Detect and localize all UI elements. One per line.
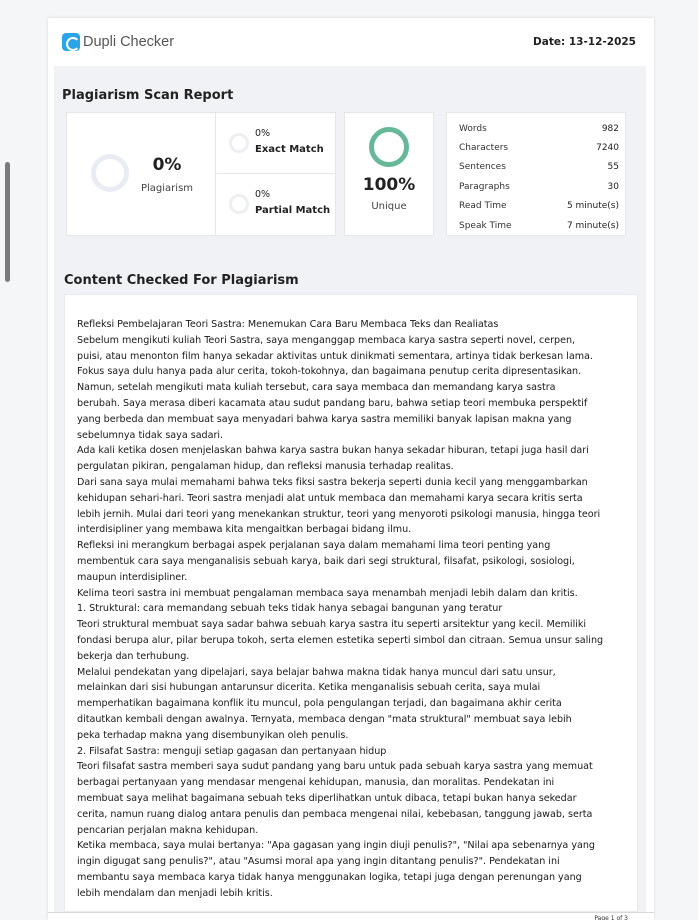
report-title: Plagiarism Scan Report	[62, 88, 234, 103]
stat-value: 30	[607, 181, 619, 192]
content-line: berbagai pertanyaan yang mendasar mengenai kehidupan, manusia, dan moralitas. Pendekatan ini	[77, 777, 555, 789]
page-number: Page 1 of 3	[594, 915, 628, 920]
content-line: Ketika membaca, saya mulai bertanya: "Apa gagasan yang ingin diuji penulis?", "Nilai apa sebenarnya yang	[77, 840, 595, 852]
content-line: lebih mendalam dan menjadi lebih kritis.	[77, 887, 273, 899]
dupli-checker-logo	[62, 33, 174, 51]
stat-row-words	[459, 119, 619, 138]
stat-row-read-time	[459, 197, 619, 216]
checked-content-box	[64, 294, 638, 912]
content-line: Refleksi ini merangkum berbagai aspek perjalanan saya dalam memahami lima teori penting yang	[77, 540, 551, 552]
content-line: membentuk cara saya menganalisis sebuah karya, baik dari segi struktural, filsafat, psikologi, sosiologi,	[77, 555, 575, 567]
content-line: peka terhadap makna yang disembunyikan oleh penulis.	[77, 729, 349, 741]
content-line: Namun, setelah mengikuti mata kuliah tersebut, cara saya membaca dan memandang karya sastra	[77, 382, 556, 394]
stat-value: 5 minute(s)	[566, 201, 619, 212]
plagiarism-card	[66, 112, 336, 236]
content-title: Content Checked For Plagiarism	[64, 273, 299, 288]
stat-row-sentences	[459, 158, 619, 177]
stat-label: Speak Time	[459, 220, 512, 231]
stat-label: Paragraphs	[459, 181, 510, 192]
unique-percent: 100%	[362, 175, 416, 195]
content-line: Kelima teori sastra ini membuat pengalaman membaca saya menambah menjadi lebih dalam dan kritis.	[77, 587, 578, 599]
content-line: memperhatikan bagaimana konflik itu muncul, pola pengulangan terjadi, dan bagaimana akhir cerita	[77, 698, 562, 710]
exact-match-cell	[217, 113, 335, 174]
content-line: Teori filsafat sastra memberi saya sudut pandang yang baru untuk pada sebuah karya sastra yang memuat	[77, 761, 593, 773]
stat-row-paragraphs	[459, 177, 619, 196]
content-line: cerita, namun ruang dialog antara penulis dan pembaca mengenai nilai, kebebasan, tanggung jawab, serta	[77, 808, 593, 820]
content-line: melainkan dari sisi hubungan antarunsur diceritа. Ketika menganalisis sebuah cerita, saya mulai	[77, 682, 541, 694]
content-line: interdisipliner yang membawa kita mengaitkan berbagai bidang ilmu.	[77, 524, 412, 536]
content-line: lebih jernih. Mulai dari teori yang menekankan struktur, teori yang menyoroti psikologi manusia, hingga teori	[77, 508, 601, 520]
report-date: Date: 13-12-2025	[533, 36, 636, 48]
plagiarism-ring-icon	[91, 154, 129, 192]
logo-text: Dupli Checker	[83, 34, 175, 50]
partial-match-ring-icon	[229, 194, 249, 214]
content-line: puisi, atau menonton film hanya sekadar aktivitas untuk dinikmati sementara, artinya tidak berkesan lama.	[77, 350, 593, 362]
partial-match-label: Partial Match	[255, 205, 331, 216]
unique-card	[344, 112, 434, 236]
plagiarism-label: Plagiarism	[140, 183, 194, 194]
content-line: maupun interdisipliner.	[77, 571, 188, 583]
stats-list	[459, 119, 619, 235]
scrollbar-thumb[interactable]	[5, 162, 10, 282]
stats-card	[446, 112, 626, 236]
plagiarism-summary	[67, 113, 216, 235]
content-line: pergulatan pikiran, pengalaman hidup, dan refleksi manusia terhadap realitas.	[77, 461, 454, 473]
content-line: pencarian perjalan makna kehidupan.	[77, 824, 259, 836]
unique-label: Unique	[371, 201, 407, 212]
stat-value: 55	[607, 162, 619, 173]
content-line: 2. Filsafat Sastra: menguji setiap gagasan dan pertanyaan hidup	[77, 745, 387, 757]
stat-label: Read Time	[459, 201, 507, 212]
content-line: ditautkan kembali dengan awalnya. Ternyata, membaca dengan "mata struktural" membuat saya lebih	[77, 713, 572, 725]
logo-icon	[62, 33, 80, 51]
content-line: ingin digugat sang penulis?", atau "Asumsi moral apa yang ingin ditantang penulis?". Pendekatan ini	[77, 856, 560, 868]
stat-label: Words	[459, 123, 487, 134]
report-page	[48, 18, 654, 920]
content-line: sebelumnya tidak saya sadari.	[77, 429, 224, 441]
content-line: Fokus saya dulu hanya pada alur cerita, tokoh-tokohnya, dan bagaimana penutup cerita dipresentasikan.	[77, 366, 582, 378]
exact-match-ring-icon	[229, 133, 249, 153]
content-line: Ada kali ketika dosen menjelaskan bahwa karya sastra bukan hanya sekadar hiburan, tetapi juga hasil dari	[77, 445, 589, 457]
footer-divider	[48, 912, 654, 913]
content-line: membuat saya melihat bagaimana sebuah teks diperlihatkan untuk dibaca, tetapi bukan hanya sekedar	[77, 792, 577, 804]
stat-value: 7240	[596, 143, 619, 154]
content-line: kehidupan sehari-hari. Teori sastra menjadi alat untuk membaca dan memahami karya secara kritis serta	[77, 492, 583, 504]
content-line: bekerja dan terhubung.	[77, 650, 190, 662]
content-line: yang berbeda dan membuat saya menyadari bahwa karya sastra memiliki banyak lapisan makna yang	[77, 413, 572, 425]
page-header	[48, 18, 654, 66]
content-line: membantu saya membaca karya tidak hanya menggunakan logika, tetapi juga dengan perenungan yang	[77, 871, 582, 883]
content-line: berubah. Saya merasa diberi kacamata atau sudut pandang baru, bahwa setiap teori membuka perspektif	[77, 397, 588, 409]
stat-label: Sentences	[459, 162, 506, 173]
stat-value: 982	[601, 123, 619, 134]
exact-match-percent: 0%	[255, 128, 271, 139]
stat-label: Characters	[459, 143, 509, 154]
content-line: fondasi berupa alur, pilar berupa tokoh, serta elemen estetika seperti simbol dan citraan. Semua unsur saling	[77, 634, 604, 646]
content-line: Sebelum mengikuti kuliah Teori Sastra, saya menganggap membaca karya sastra seperti novel, cerpen,	[77, 334, 576, 346]
unique-ring-icon	[369, 127, 409, 167]
report-body	[54, 66, 646, 912]
content-line: 1. Struktural: cara memandang sebuah teks tidak hanya sebagai bangunan yang teratur	[77, 603, 503, 615]
checked-content-text	[77, 317, 627, 901]
content-line: Teori struktural membuat saya sadar bahwa sebuah karya sastra itu seperti arsitektur yang kecil. Memiliki	[77, 619, 587, 631]
exact-match-label: Exact Match	[255, 144, 324, 155]
partial-match-percent: 0%	[255, 189, 271, 200]
content-line: Dari sana saya mulai memahami bahwa teks fiksi sastra bekerja seperti dunia kecil yang menggambarkan	[77, 476, 588, 488]
plagiarism-percent: 0%	[152, 155, 182, 175]
stat-value: 7 minute(s)	[566, 220, 619, 231]
content-line: Melalui pendekatan yang dipelajari, saya belajar bahwa makna tidak hanya muncul dari satu unsur,	[77, 666, 556, 678]
partial-match-cell	[217, 174, 335, 235]
stat-row-speak-time	[459, 216, 619, 235]
stat-row-characters	[459, 138, 619, 157]
content-line: Refleksi Pembelajaran Teori Sastra: Menemukan Cara Baru Membaca Teks dan Realiatas	[77, 319, 499, 330]
